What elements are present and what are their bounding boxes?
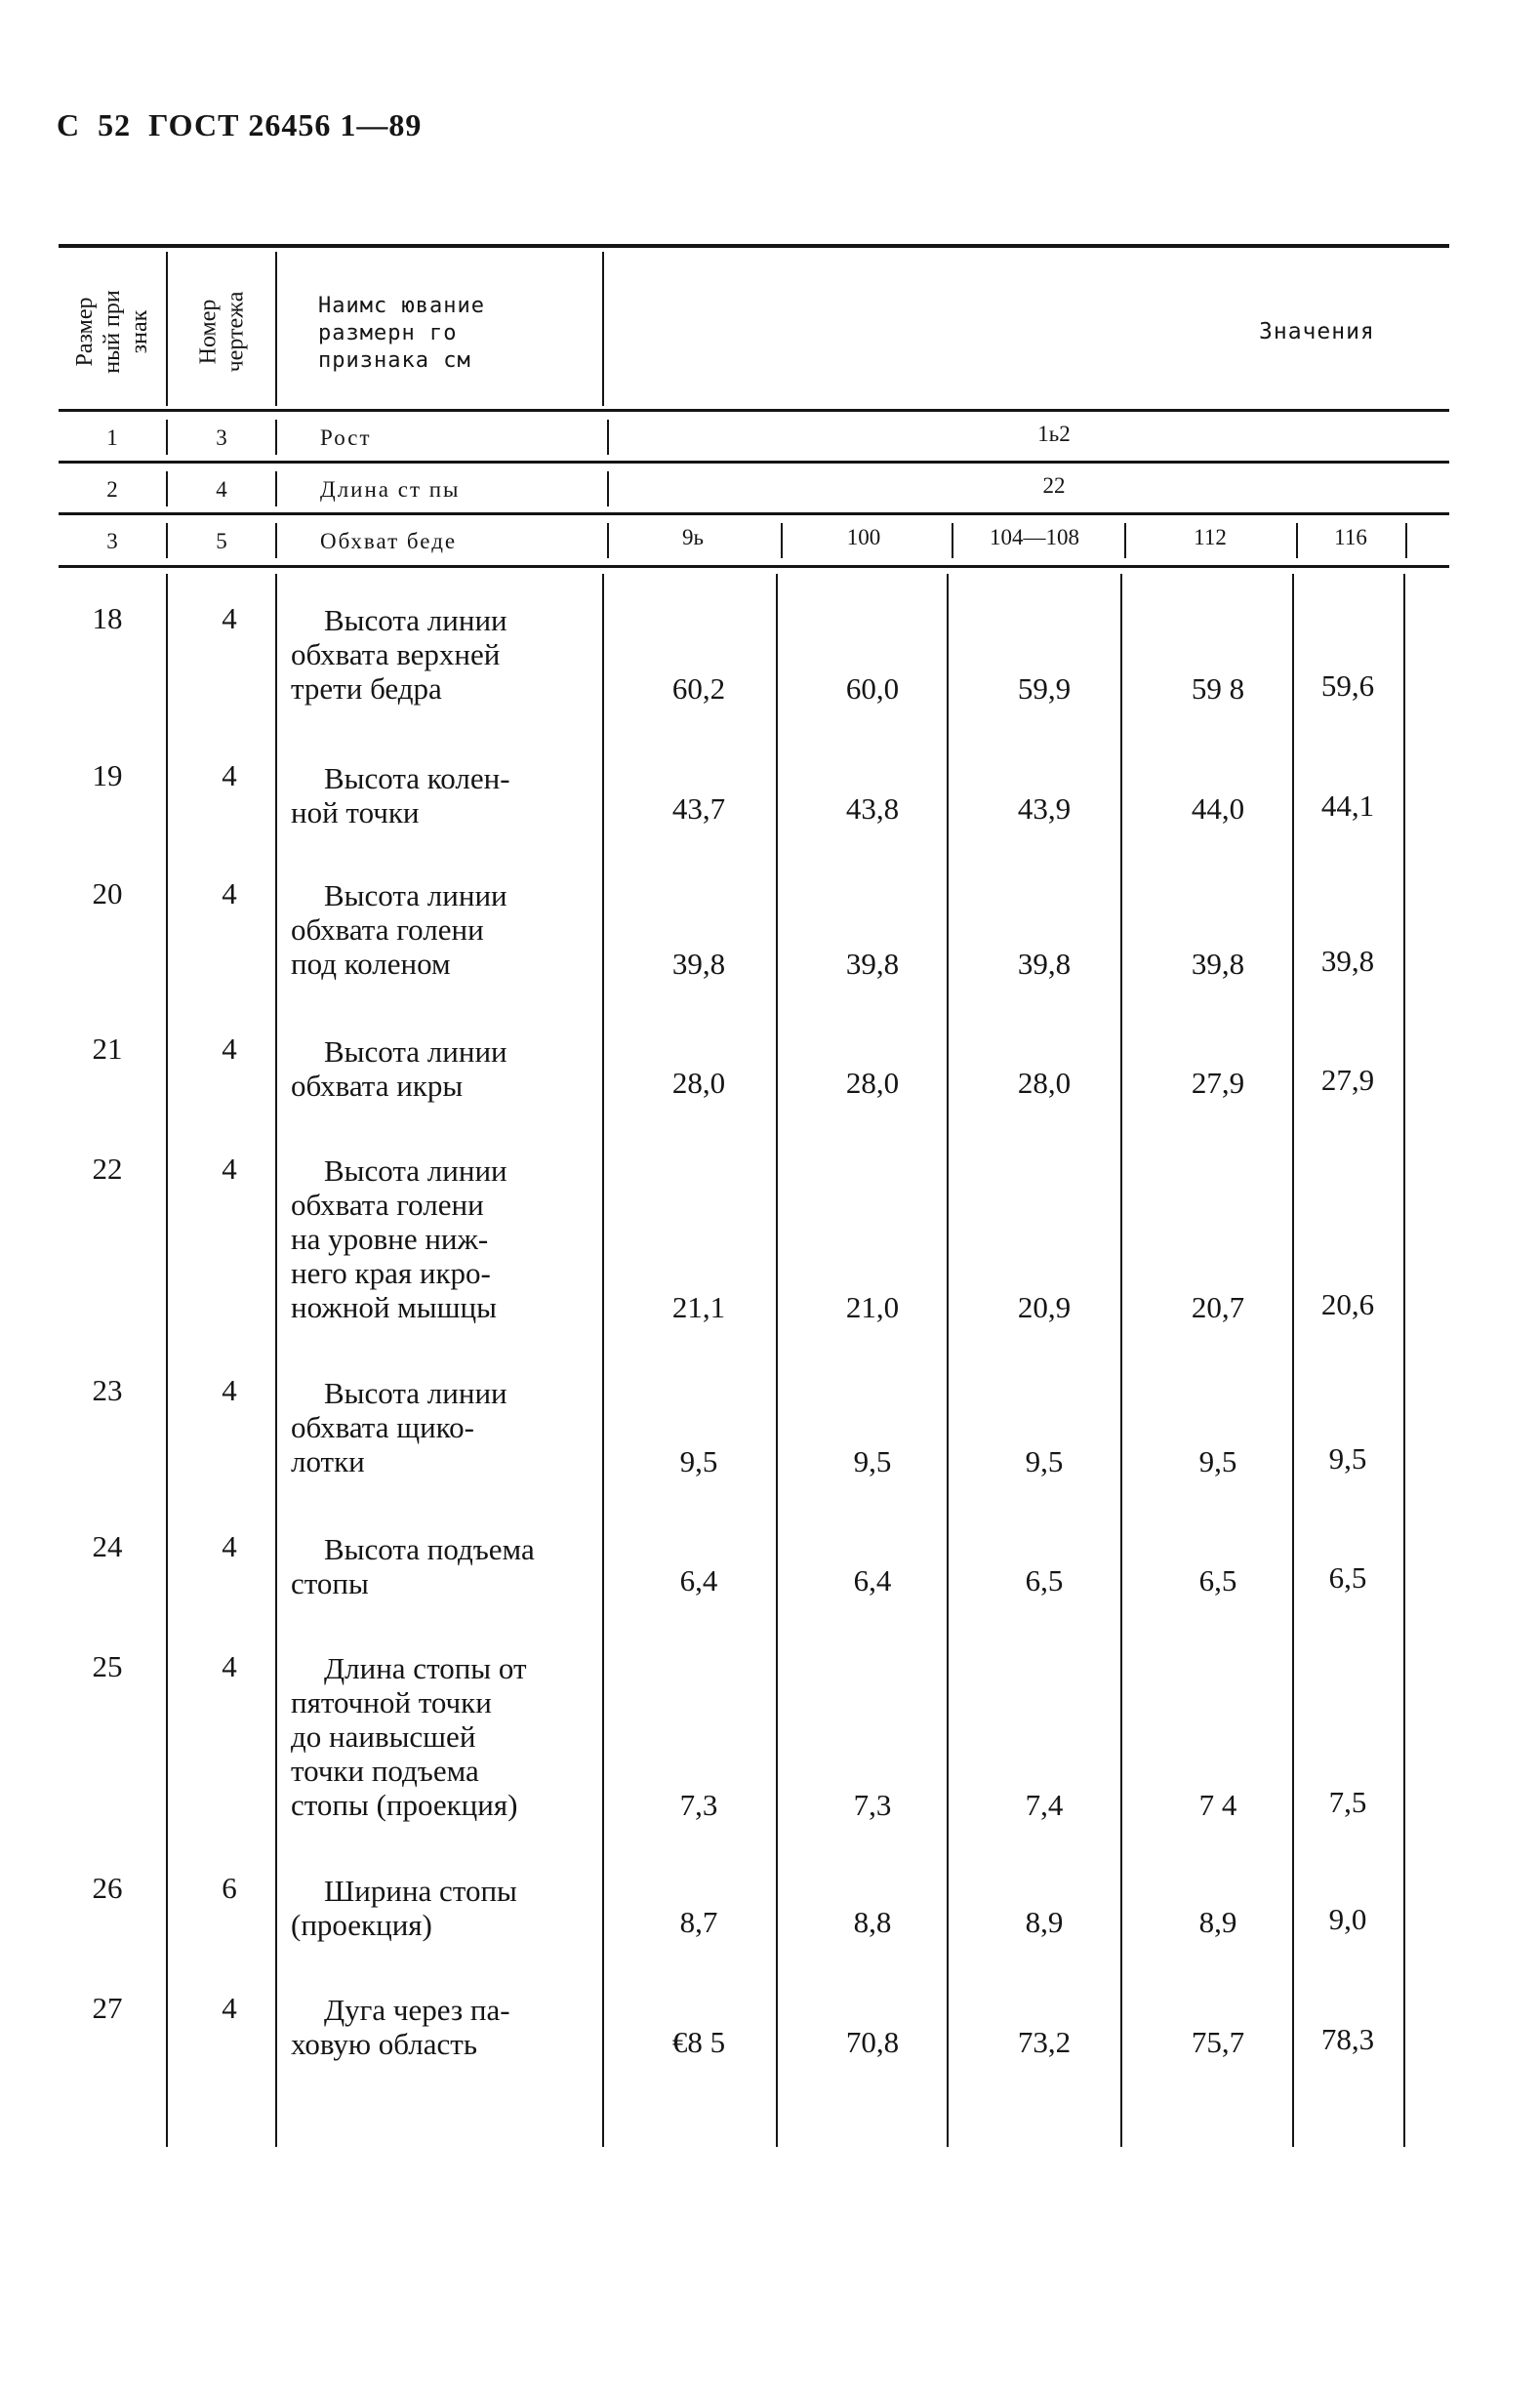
value-cell: 27,9 xyxy=(1320,1063,1375,1097)
value-cell: 78,3 xyxy=(1320,2022,1375,2056)
header-name: Наимс ювание размерн го признака см xyxy=(318,294,485,373)
value-cell: 9,5 xyxy=(1328,1441,1367,1476)
param-value: 104—108 xyxy=(990,525,1079,549)
value-cell: 7,5 xyxy=(1328,1785,1367,1819)
standard-code: ГОСТ 26456 1—89 xyxy=(148,107,423,142)
value-cell: 59,9 xyxy=(1017,671,1072,706)
value-cell: 39,8 xyxy=(845,947,900,981)
param-drawing: 4 xyxy=(216,477,227,502)
value-cell: 21,1 xyxy=(671,1290,726,1324)
value-cell: 9,0 xyxy=(1328,1902,1367,1936)
row-description: Дуга через па- ховую область xyxy=(291,1993,510,2061)
param-rule-1 xyxy=(59,461,1449,464)
value-cell: 39,8 xyxy=(1320,944,1375,978)
value-cell: 39,8 xyxy=(1017,947,1072,981)
value-cell: 6,4 xyxy=(853,1563,892,1597)
param-divider xyxy=(1124,523,1126,558)
value-cell: 43,7 xyxy=(671,791,726,826)
body-divider xyxy=(166,574,168,2147)
body-divider xyxy=(1120,574,1122,2147)
value-cell: 43,8 xyxy=(845,791,900,826)
table-top-rule xyxy=(59,244,1449,248)
value-cell: 7,3 xyxy=(853,1788,892,1822)
row-description: Высота линии обхвата верхней трети бедра xyxy=(291,603,507,706)
param-divider xyxy=(781,523,783,558)
header-mark: С xyxy=(57,107,81,142)
value-cell: 28,0 xyxy=(1017,1066,1072,1100)
value-cell: 20,7 xyxy=(1191,1290,1245,1324)
param-divider xyxy=(1296,523,1298,558)
param-num: 1 xyxy=(106,425,118,450)
body-divider xyxy=(602,574,604,2147)
param-divider xyxy=(952,523,953,558)
row-number: 26 xyxy=(92,1871,123,1905)
value-cell: 39,8 xyxy=(1191,947,1245,981)
value-cell: 43,9 xyxy=(1017,791,1072,826)
drawing-number: 4 xyxy=(222,758,237,792)
param-name: Рост xyxy=(320,425,372,450)
param-value: 116 xyxy=(1334,525,1367,549)
row-number: 21 xyxy=(92,1031,123,1066)
value-cell: 27,9 xyxy=(1191,1066,1245,1100)
value-cell: 8,8 xyxy=(853,1905,892,1939)
value-cell: 28,0 xyxy=(671,1066,726,1100)
row-number: 18 xyxy=(92,601,123,635)
header-divider-2 xyxy=(275,252,277,406)
param-name: Длина ст пы xyxy=(320,477,461,502)
param-divider xyxy=(275,523,277,558)
value-cell: 6,5 xyxy=(1328,1560,1367,1595)
param-num: 2 xyxy=(106,477,118,502)
value-cell: 73,2 xyxy=(1017,2025,1072,2059)
value-cell: 6,4 xyxy=(679,1563,718,1597)
param-divider xyxy=(275,420,277,455)
value-cell: 9,5 xyxy=(679,1444,718,1478)
body-divider xyxy=(275,574,277,2147)
param-divider xyxy=(1405,523,1407,558)
row-description: Высота линии обхвата голени на уровне ниж- него края икро- ножной мышцы xyxy=(291,1153,507,1324)
value-cell: 60,0 xyxy=(845,671,900,706)
param-rule-2 xyxy=(59,512,1449,515)
value-cell: 9,5 xyxy=(1198,1444,1237,1478)
param-num: 3 xyxy=(106,529,118,553)
body-divider xyxy=(776,574,778,2147)
row-number: 23 xyxy=(92,1373,123,1407)
drawing-number: 4 xyxy=(222,601,237,635)
value-cell: 59,6 xyxy=(1320,668,1375,703)
value-cell: 8,9 xyxy=(1198,1905,1237,1939)
row-description: Ширина стопы (проекция) xyxy=(291,1874,517,1942)
value-cell: 6,5 xyxy=(1198,1563,1237,1597)
body-divider xyxy=(947,574,949,2147)
param-rule-3 xyxy=(59,565,1449,568)
param-value: 22 xyxy=(1042,473,1066,498)
value-cell: 7,4 xyxy=(1025,1788,1064,1822)
value-cell: 9,5 xyxy=(853,1444,892,1478)
param-value: 1ь2 xyxy=(1037,422,1071,446)
drawing-number: 4 xyxy=(222,1991,237,2025)
row-number: 27 xyxy=(92,1991,123,2025)
row-description: Высота линии обхвата голени под коленом xyxy=(291,878,507,981)
value-cell: 7,3 xyxy=(679,1788,718,1822)
value-cell: 39,8 xyxy=(671,947,726,981)
value-cell: 7 4 xyxy=(1198,1788,1237,1822)
param-drawing: 3 xyxy=(216,425,227,450)
drawing-number: 4 xyxy=(222,876,237,910)
param-value: 112 xyxy=(1194,525,1227,549)
value-cell: 70,8 xyxy=(845,2025,900,2059)
header-values: Значения xyxy=(1259,319,1375,344)
drawing-number: 4 xyxy=(222,1529,237,1563)
drawing-number: 4 xyxy=(222,1373,237,1407)
row-number: 20 xyxy=(92,876,123,910)
value-cell: 8,9 xyxy=(1025,1905,1064,1939)
param-name: Обхват беде xyxy=(320,529,458,553)
param-divider xyxy=(275,471,277,506)
row-number: 24 xyxy=(92,1529,123,1563)
page-number: 52 xyxy=(98,107,132,142)
row-description: Длина стопы от пяточной точки до наивысшей точки подъема стопы (проекция) xyxy=(291,1651,527,1822)
param-value: 9ь xyxy=(682,525,704,549)
row-number: 22 xyxy=(92,1152,123,1186)
value-cell: 6,5 xyxy=(1025,1563,1064,1597)
row-description: Высота колен- ной точки xyxy=(291,761,510,829)
param-value: 100 xyxy=(846,525,881,549)
value-cell: 60,2 xyxy=(671,671,726,706)
value-cell: 8,7 xyxy=(679,1905,718,1939)
row-number: 19 xyxy=(92,758,123,792)
drawing-number: 4 xyxy=(222,1031,237,1066)
value-cell: 20,9 xyxy=(1017,1290,1072,1324)
row-description: Высота линии обхвата щико- лотки xyxy=(291,1376,507,1478)
drawing-number: 4 xyxy=(222,1152,237,1186)
header-divider-3 xyxy=(602,252,604,406)
value-cell: 20,6 xyxy=(1320,1287,1375,1321)
page-header xyxy=(57,107,439,143)
row-description: Высота подъема стопы xyxy=(291,1532,535,1600)
param-divider xyxy=(607,523,609,558)
row-number: 25 xyxy=(92,1649,123,1683)
value-cell: €8 5 xyxy=(671,2025,726,2059)
value-cell: 21,0 xyxy=(845,1290,900,1324)
value-cell: 9,5 xyxy=(1025,1444,1064,1478)
row-description: Высота линии обхвата икры xyxy=(291,1034,507,1103)
param-drawing: 5 xyxy=(216,529,227,553)
value-cell: 28,0 xyxy=(845,1066,900,1100)
header-drawing-number: Номер чертежа xyxy=(195,291,248,373)
param-divider xyxy=(607,471,609,506)
header-size-feature: Размер ный при знак xyxy=(72,290,152,374)
value-cell: 59 8 xyxy=(1191,671,1245,706)
value-cell: 44,0 xyxy=(1191,791,1245,826)
drawing-number: 6 xyxy=(222,1871,237,1905)
value-cell: 75,7 xyxy=(1191,2025,1245,2059)
param-divider xyxy=(607,420,609,455)
value-cell: 44,1 xyxy=(1320,789,1375,823)
drawing-number: 4 xyxy=(222,1649,237,1683)
